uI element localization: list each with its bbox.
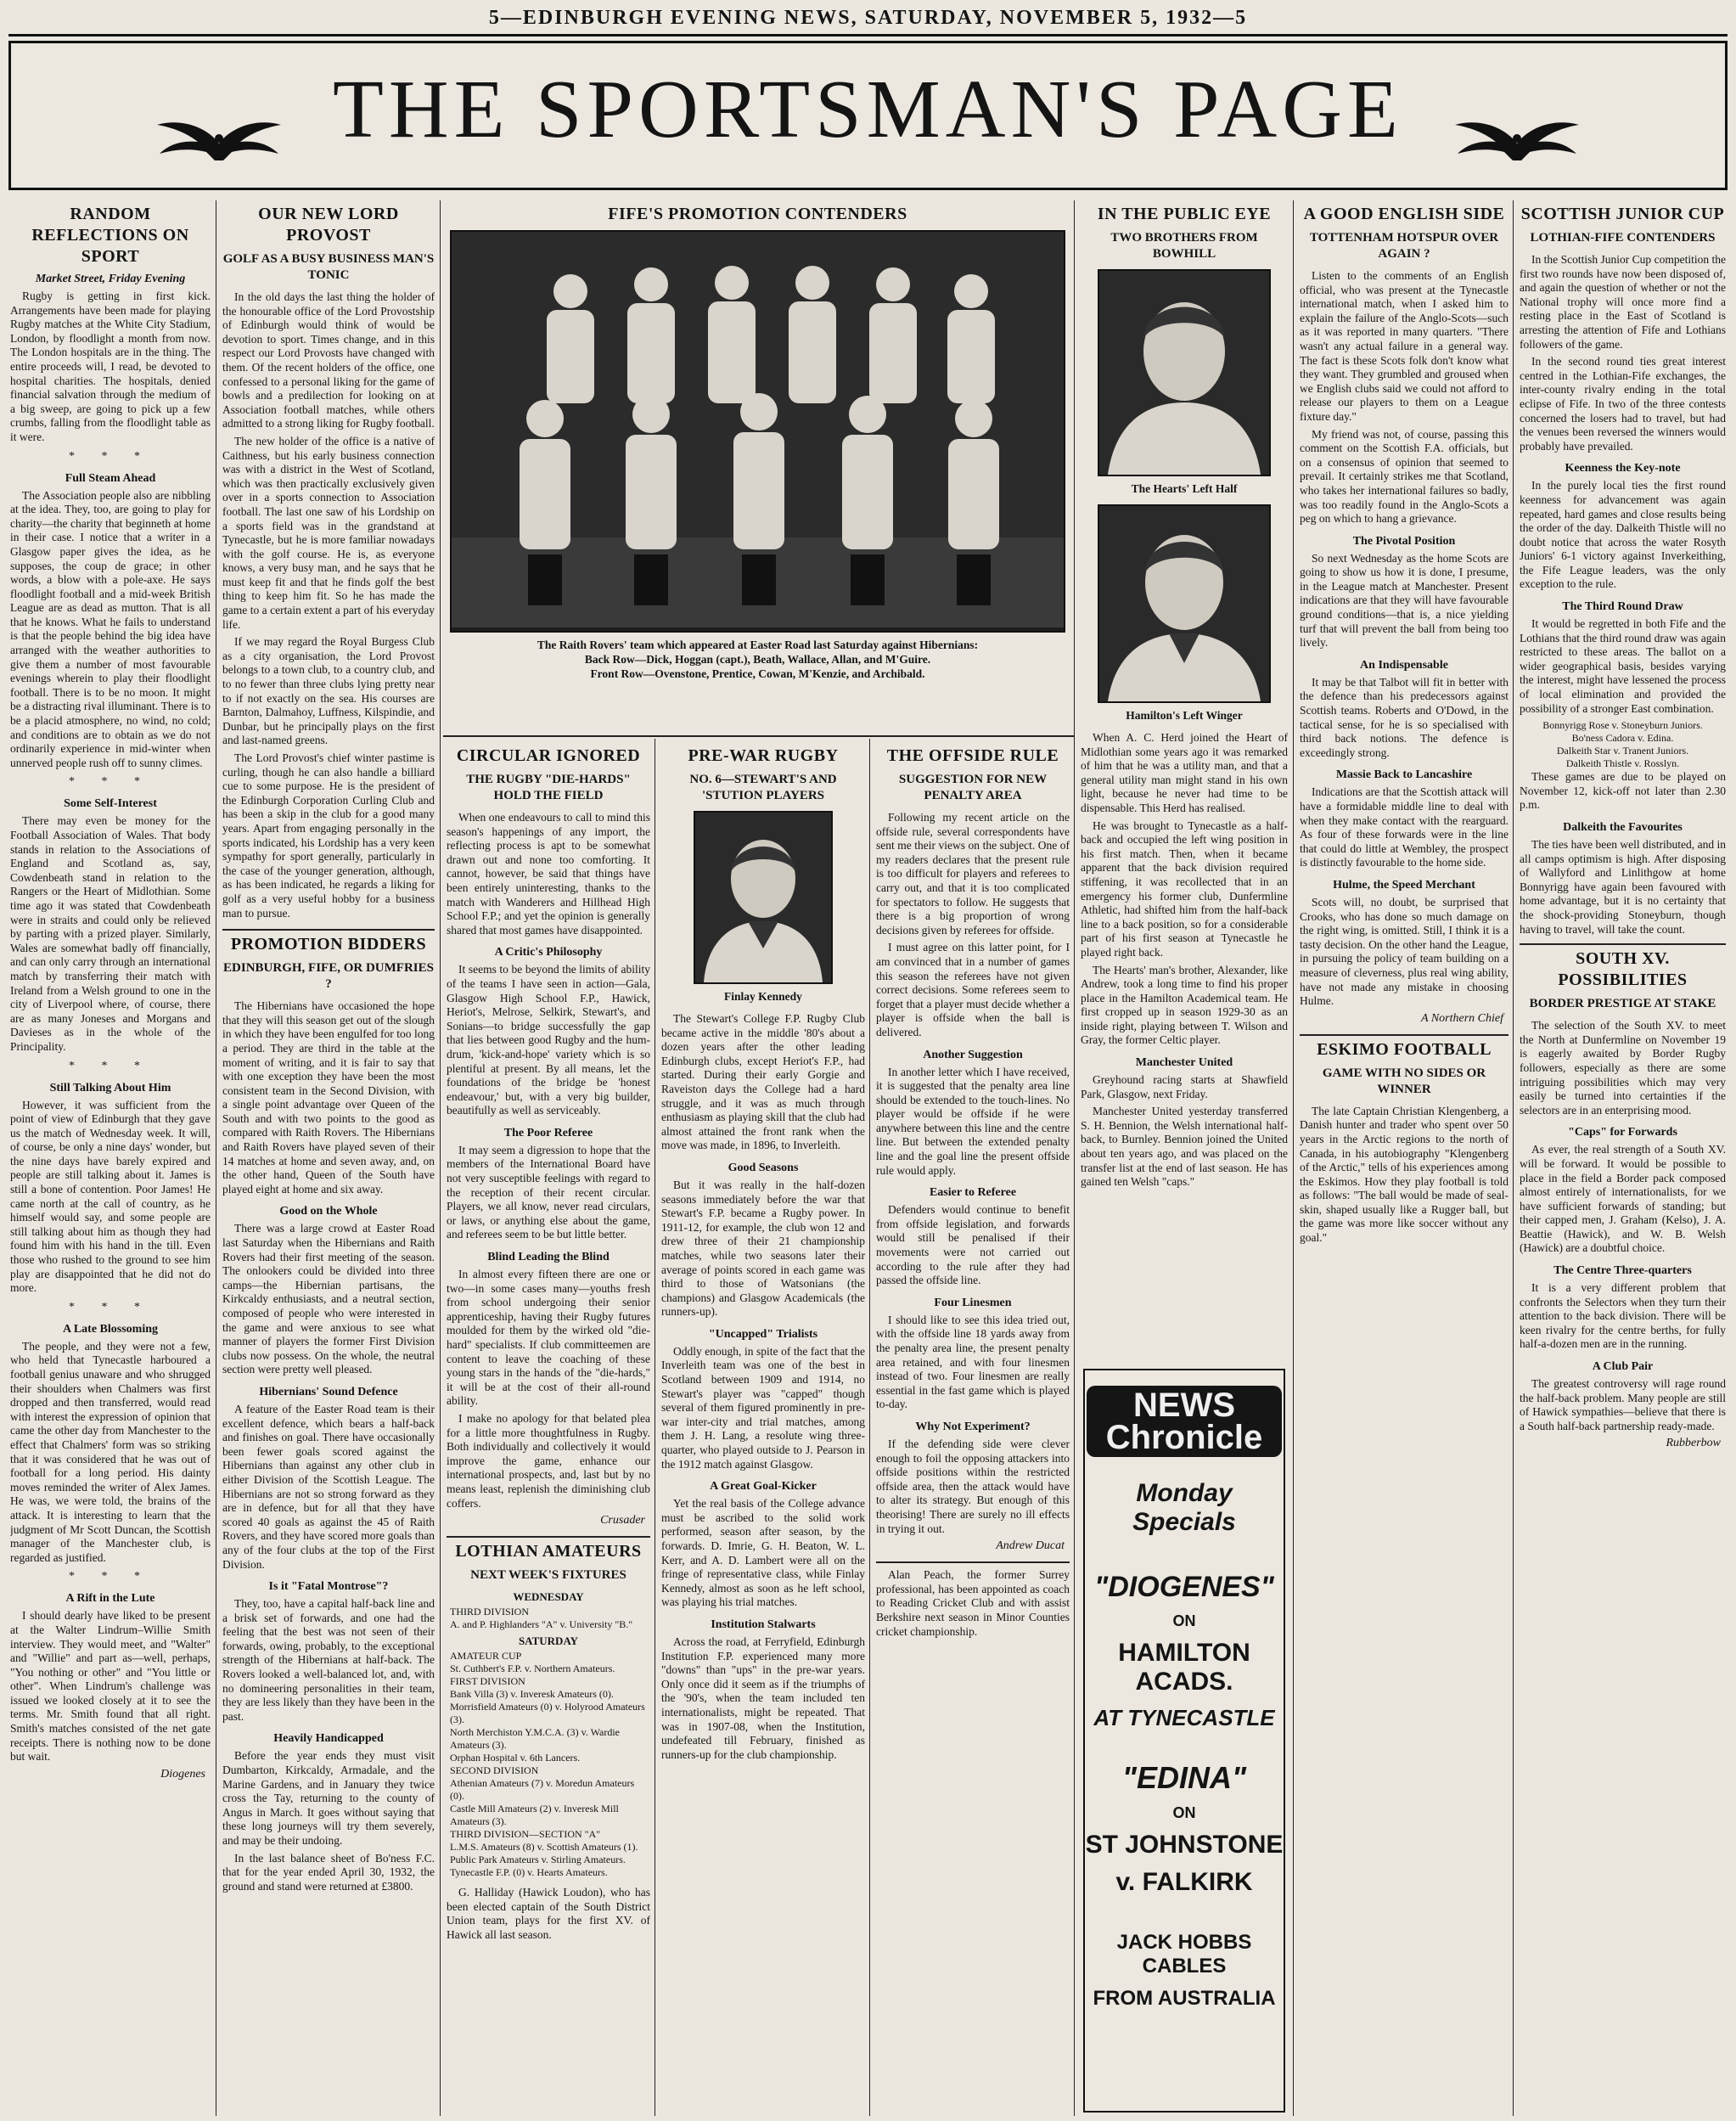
ad-line: FROM AUSTRALIA xyxy=(1093,1987,1276,2010)
portrait-photo xyxy=(1098,504,1271,703)
photo-caption: Hamilton's Left Winger xyxy=(1126,709,1243,722)
paragraph: It may seem a digression to hope that the members of the International Board have not very susceptible feelings with regard to the reception of their recent circular. Players, we all know, never read circulars, or laws, or anything else about the game, and referees seem to be but little better. xyxy=(447,1143,650,1241)
paragraph: I must agree on this latter point, for I am convinced that in a number of games this season the referees have not given correct decisions. Some referees seem to forget that a player must decide whether a player is offside when the ball is delivered. xyxy=(876,941,1070,1038)
subheading: Keenness the Key-note xyxy=(1565,462,1681,475)
subheadline: NO. 6—STEWART'S AND 'STUTION PLAYERS xyxy=(689,773,837,802)
portrait-graphic xyxy=(1099,271,1269,475)
subheading: The Third Round Draw xyxy=(1562,600,1683,614)
paragraph: Scots will, no doubt, be surprised that Crooks, who has done so much damage on the right wing, is omitted. Still, I think it is a tasty decision. On the other hand the League, in pursuing the policy of team building on a measure of cleverness, plus real wing ability, have not made any mistake in choosing Hulme. xyxy=(1300,895,1508,1008)
separator: * * * xyxy=(69,1300,152,1314)
paragraph: In the second round ties great interest centred in the Lothian-Fife exchanges, the inter-county rivalry ending in the total eclipse of Fife. In two of the three contests concerned the losers had to travel, but had the venues been reversed the winners would probably have prevailed. xyxy=(1520,355,1726,453)
section-rule xyxy=(447,1536,650,1538)
headline: THE OFFSIDE RULE xyxy=(886,746,1059,765)
headline: PRE-WAR RUGBY xyxy=(688,746,839,765)
section-rule xyxy=(1300,1034,1508,1036)
paragraph: There may even be money for the Football Association of Wales. That body stands in relation to the Associations of England and Scotland as, say, Cowdenbeath stand in relation to the Rangers or the Heart of Midlothian. Some time ago it was stated that Cowdenbeath were in straits and could only be relieved by parting with a prized player. Similarly, Wales are somewhat badly off financially, and can only carry through an international match by transferring their match with Ireland from a Welsh ground to one in the city of Liverpool where, of course, there are as many Joneses and Morgans and Davieses as in the whole of the Principality. xyxy=(10,814,211,1053)
paragraph: Before the year ends they must visit Dumbarton, Kirkcaldy, Armadale, and the Marine Gardens, and in January they twice cross the Tay, returning to the county of Angus in March. It goes without saying that these long journeys will try them severely, and may be their undoing. xyxy=(222,1749,435,1847)
headline: SOUTH XV. POSSIBILITIES xyxy=(1558,949,1688,990)
headline: ESKIMO FOOTBALL xyxy=(1317,1039,1492,1059)
subheading: Dalkeith the Favourites xyxy=(1563,821,1683,834)
masthead xyxy=(8,41,1728,190)
caption-line: Back Row—Dick, Hoggan (capt.), Beath, Wallace, Allan, and M'Guire. xyxy=(584,653,931,666)
fixtures-heading: WEDNESDAY xyxy=(513,1590,584,1604)
subheading: Good Seasons xyxy=(728,1161,799,1174)
subheading: Another Suggestion xyxy=(923,1048,1023,1061)
paragraph: It seems to be beyond the limits of ability of the teams I have seen in action—Gala, Glasgow High School F.P., Hawick, Heriot's, Melrose, Selkirk, Stewart's, and Sonians—to bridge successfully the gap that lies between good Rugby and the hum-drum, 'kick-and-hope' variety which is so plentiful at present. By all means, let the foundations of the bridge be 'honest endeavour,' but, with a very big builder, beautifully as well as serviceably. xyxy=(447,963,650,1117)
headline: PROMOTION BIDDERS xyxy=(230,935,427,954)
paragraph: When A. C. Herd joined the Heart of Midlothian some years ago it was remarked of him that he was a utility man, and that a general utility man might stand in his own light, because he never had time to be dispensable. This Herd has realised. xyxy=(1081,731,1288,814)
headline: IN THE PUBLIC EYE xyxy=(1097,205,1272,223)
fixture-line: Public Park Amateurs v. Stirling Amateurs. xyxy=(450,1854,626,1866)
subheading: The Centre Three-quarters xyxy=(1553,1264,1692,1278)
paragraph: I should like to see this idea tried out, with the offside line 18 yards away from the penalty area line, the present penalty area retained, and with four linesmen instead of two. Four linesmen are really essential in the fast game which is played to-day. xyxy=(876,1313,1070,1411)
caption-line: Front Row—Ovenstone, Prentice, Cowan, M'Kenzie, and Archibald. xyxy=(590,667,925,680)
subheading: A Late Blossoming xyxy=(62,1322,158,1336)
paragraph: The Association people also are nibbling at the idea. They, too, are going to play for charity—the charity that beginneth at home in their case. I notice that a writer in a Glasgow paper gives the idea, as he supposes, the coup de grace; in other words, a blow with a pole-axe. He says floodlight football and a mid-week British League are as dead as mutton. That is all that he knows. What he fails to understand is that the people behind the big idea have arranged with the weather authorities to give them a number of most favourable evenings wherein to play their floodlight football. There is to be no moon. It might be a distracting rival illuminant. There is to be a placid atmosphere, no wind, no cold; and conditions are to obtain as we do not ordinarily experience in mid-winter when unnerved people rush off to sunny climes. xyxy=(10,488,211,769)
column-rule xyxy=(1074,200,1075,2116)
byline: Andrew Ducat xyxy=(996,1539,1065,1553)
byline: Diogenes xyxy=(160,1767,205,1781)
fixture-line: Bo'ness Cadora v. Edina. xyxy=(1571,732,1674,745)
subheading: A Critic's Philosophy xyxy=(494,946,603,959)
portrait-photo xyxy=(694,811,833,984)
subheadline: EDINBURGH, FIFE, OR DUMFRIES ? xyxy=(223,961,434,992)
feature-team-photo xyxy=(447,200,1069,735)
paragraph: The late Captain Christian Klengenberg, a Danish hunter and trader who spent over 50 years in the Arctic regions to the north of Canada, in his autobiography "Klengenberg of the Arctic," tells of his experiences among the Eskimos. How they play football is told as follows: "The ball would be made of seal-skin, shaped usually like a Rugger ball, but the game was more like soccer without any goal." xyxy=(1300,1104,1508,1245)
separator: * * * xyxy=(69,1570,152,1584)
paragraph: Yet the real basis of the College advance must be ascribed to the solid work performed, season after season, by the forwards. D. Imrie, G. H. Beaton, W. L. Kerr, and A. D. Lambert were all on the fringe of representative class, while Finlay Kennedy, almost as soon as he left school, was playing his trial matches. xyxy=(661,1497,865,1609)
column-junior-cup xyxy=(1520,200,1726,2114)
headline: SCOTTISH JUNIOR CUP xyxy=(1520,205,1725,223)
photo-caption: Finlay Kennedy xyxy=(724,990,802,1003)
column-random-reflections xyxy=(10,200,211,2114)
paragraph: Manchester United yesterday transferred S. H. Bennion, the Welsh international half-back, to Burnley. Bennion joined the United about ten years ago, and was placed on the transfer list at the end of last season. He has gained ten Welsh "caps." xyxy=(1081,1105,1288,1189)
subheading: Full Steam Ahead xyxy=(65,471,156,485)
fixture-line: Morrisfield Amateurs (0) v. Holyrood Amateurs (3). xyxy=(450,1701,645,1726)
paragraph: If the defending side were clever enough to foil the opposing attackers into offside positions within the restricted offside area, then the attack would have to alter its strategy. But enough of this theorising! There are surely no ill effects in trying it out. xyxy=(876,1437,1070,1535)
paragraph: I make no apology for that belated plea for a little more thoughtfulness in Rugby. Both individually and collectively it would improve the game, enhance our international prospects, and, last but by no means least, replenish the diminishing club coffers. xyxy=(447,1411,650,1510)
paragraph: Following my recent article on the offside rule, several correspondents have sent me their views on the subject. One of my readers declares that the present rule is too difficult for players and referees to carry out, and that it is too complicated for spectators to follow. He suggests that there is a big proportion of wrong decisions given by referees for offside. xyxy=(876,811,1070,937)
byline: Crusader xyxy=(600,1514,645,1527)
caption-line: The Raith Rovers' team which appeared at Easter Road last Saturday against Hibernians: xyxy=(537,639,979,651)
subheading: Why Not Experiment? xyxy=(915,1420,1031,1433)
eagle-right-icon xyxy=(1453,110,1581,169)
column-circular-ignored xyxy=(447,742,650,2114)
paragraph: But it was really in the half-dozen seasons immediately before the war that Stewart's F.P. became a Rugby power. In 1911-12, for example, the club won 12 and drew three of their 21 championship matches, while two seasons later their average of points scored in each game was third to those of Watsonians (the champions) and Glasgow Academicals (the runners-up). xyxy=(661,1178,865,1319)
subheading: A Rift in the Lute xyxy=(65,1592,155,1606)
fixture-line: St. Cuthbert's F.P. v. Northern Amateurs. xyxy=(450,1662,615,1675)
top-rule xyxy=(8,34,1728,37)
subheadline: TOTTENHAM HOTSPUR OVER AGAIN ? xyxy=(1309,231,1499,261)
ad-line: ON xyxy=(1172,1804,1196,1821)
fixture-line: THIRD DIVISION—SECTION "A" xyxy=(450,1828,601,1841)
paragraph: It may be that Talbot will fit in better with the defence than his predecessors against Scottish teams. Roberts and O'Dowd, in the tactical sense, for he is so specialised with third back notions. The defence is exceedingly strong. xyxy=(1300,675,1508,759)
column-rule xyxy=(440,200,441,2116)
section-rule xyxy=(1520,943,1726,945)
subheading: Heavily Handicapped xyxy=(273,1732,384,1746)
logo-bottom: Chronicle xyxy=(1105,1419,1263,1456)
paragraph: When one endeavours to call to mind this season's happenings of any import, the reflecting process is apt to be somewhat drawn out and none too comforting. It cannot, however, be said that things have been entirely uninteresting, thanks to the match with Wanderers and Hillhead High School F.P.; and yet the opinion is generally shared that most games have disappointed. xyxy=(447,811,650,937)
subheading: "Caps" for Forwards xyxy=(1568,1126,1677,1139)
dateline: Market Street, Friday Evening xyxy=(35,273,186,285)
paragraph: Listen to the comments of an English official, who was present at the Tynecastle international match, when I asked him to explain the failure of the Anglo-Scots—such as it was reported in many quarters. "There wasn't any actual failure in a general way. The fact is these Scots folk don't know what they want. They grumbled and groused when we English clubs said we could not afford to release our players to them on a League fixture day." xyxy=(1300,269,1508,423)
ad-line: JACK HOBBS CABLES xyxy=(1116,1931,1252,1978)
paragraph: He was brought to Tynecastle as a half-back and occupied the left wing position in his first match. Then, when it became apparent that the back division required stiffening, it was recollected that in an emergency his former club, Dunfermline Athletic, had shifted him from the half-back line to a back position, so for a considerable part of his first season at Tynecastle he played right back. xyxy=(1081,819,1288,959)
subheadline: SUGGESTION FOR NEW PENALTY AREA xyxy=(898,773,1048,802)
subheading: Is it "Fatal Montrose"? xyxy=(268,1580,389,1594)
subheading: Institution Stalwarts xyxy=(711,1617,816,1631)
subheading: A Club Pair xyxy=(1592,1360,1654,1374)
fixture-line: Bank Villa (3) v. Inveresk Amateurs (0). xyxy=(450,1688,614,1701)
portrait-graphic xyxy=(695,813,831,982)
portrait-graphic xyxy=(1099,506,1269,701)
subheadline: LOTHIAN-FIFE CONTENDERS xyxy=(1530,231,1716,245)
ad-specials: Monday Specials xyxy=(1132,1479,1236,1536)
fixture-line: Athenian Amateurs (7) v. Moredun Amateurs (0). xyxy=(450,1777,635,1803)
ad-line: "DIOGENES" xyxy=(1094,1571,1274,1603)
fixture-line: L.M.S. Amateurs (8) v. Scottish Amateurs (1). xyxy=(450,1841,638,1854)
headline: FIFE'S PROMOTION CONTENDERS xyxy=(608,205,907,223)
paragraph: The people, and they were not a few, who held that Tynecastle harboured a football genius unaware and who shrugged their shoulders when Chalmers was first dropped and then transferred, would read with interest the expression of opinion that came the other day from Manchester to the effect that Chalmers' form was so striking that it was considered that he was out of football for a long period. His dainty moves reminded the writer of Alex James. He was, we were told, the brains of the attack. It is interesting to learn that the judgment of Mr Scott Duncan, the Scottish manager of the Manchester club, is regarded as justified. xyxy=(10,1339,211,1564)
paragraph: In the Scottish Junior Cup competition the first two rounds have now been disposed of, and again the question of whether or not the National trophy will once more find a resting place in the East of Scotland is arresting the attention of Fife and Lothians followers of the game. xyxy=(1520,253,1726,351)
fixture-line: Bonnyrigg Rose v. Stoneyburn Juniors. xyxy=(1542,719,1703,732)
paragraph: The selection of the South XV. to meet the North at Dunfermline on November 19 is eagerly awaited by Border Rugby followers, especially as there are some intriguing possibilities which may very easily be turned into certainties if the selectors are in an enterprising mood. xyxy=(1520,1019,1726,1117)
ad-line: ON xyxy=(1172,1612,1196,1629)
news-chronicle-logo xyxy=(1087,1386,1282,1457)
headline: CIRCULAR IGNORED xyxy=(456,746,641,765)
column-rule xyxy=(1293,200,1294,2116)
subheadline: NEXT WEEK'S FIXTURES xyxy=(470,1568,626,1583)
fixture-line: THIRD DIVISION xyxy=(450,1606,529,1618)
subheading: Manchester United xyxy=(1135,1056,1233,1070)
separator: * * * xyxy=(69,775,152,789)
paragraph: It would be regretted in both Fife and the Lothians that the third round draw was again restricted to these areas. The ballot on a wider geographical basis, besides varying the interest, might have lessened the process of local elimination and provided the possibility of a stronger East combination. xyxy=(1520,617,1726,715)
paragraph: The Hearts' man's brother, Alexander, like Andrew, took a long time to find his proper place in the Hamilton Academical team. He first cropped up in season 1929-30 as an inside right, playing between T. Wilson and Gray, the former Celtic player. xyxy=(1081,963,1288,1047)
paragraph: As ever, the real strength of a South XV. will be forward. It would be possible to place in the field a Border pack composed almost entirely of internationalists, for we have sufficient forwards of standing; but their capped men, J. Graham (Kelso), J. A. Beattie (Hawick), and W. B. Welsh (Hawick) are a doubtful choice. xyxy=(1520,1143,1726,1255)
paragraph: In almost every fifteen there are one or two—in some cases many—youths fresh from school undergoing their senior apprenticeship, having their Rugby futures moulded for them by the wirked old "die-hard" specialists. If club committeemen are content to leave the coaching of these young stars in the hands of the "die-hards," it will be at the cost of their all-round ability. xyxy=(447,1268,650,1408)
paragraph: I should dearly have liked to be present at the Walter Lindrum–Willie Smith interview. They would meet, and "Walter" and "Willie" and part as—well, perhaps, "You nothing or other" and "You little or other". When Lindrum's challenge was issued we looked closely at it to see the terms. Mr. Smith found that all right. Smith's matches consisted of the net gate receipts. There is nothing now to be done but wait. xyxy=(10,1609,211,1764)
column-offside-rule xyxy=(876,742,1070,2114)
column-english-side xyxy=(1300,200,1508,2114)
subheading: Blind Leading the Blind xyxy=(487,1251,610,1264)
subheading: The Pivotal Position xyxy=(1352,534,1456,548)
subheading: Hulme, the Speed Merchant xyxy=(1333,878,1475,892)
paragraph: It is a very different problem that confronts the Selectors when they turn their attention to the back division. There will be keen rivalry for the centre berths, for fully half-a-dozen men are in the running. xyxy=(1520,1281,1726,1351)
paragraph: Oddly enough, in spite of the fact that the Inverleith team was one of the best in Scotland between 1909 and 1914, no Stewart's player was "capped" though several of them figured prominently in pre-war inter-city and trial matches, among them J. H. Lang, a resolute wing three-quarter, who played outside to J. Pearson in the 1912 match against Glasgow. xyxy=(661,1344,865,1471)
fixture-line: AMATEUR CUP xyxy=(450,1650,522,1662)
fixture-line: FIRST DIVISION xyxy=(450,1675,525,1688)
byline: Rubberbow xyxy=(1666,1437,1721,1450)
headline: LOTHIAN AMATEURS xyxy=(455,1542,642,1561)
photo-caption: The Hearts' Left Half xyxy=(1131,482,1238,495)
paragraph: Alan Peach, the former Surrey professional, has been appointed as coach to Reading Cricket Club and with assist Berkshire next season in Minor Counties cricket championship. xyxy=(876,1568,1070,1638)
team-photo-graphic xyxy=(452,232,1065,627)
subheading: Massie Back to Lancashire xyxy=(1335,768,1473,782)
subheading: A Great Goal-Kicker xyxy=(710,1480,817,1494)
column-rule xyxy=(1513,200,1514,2116)
separator: * * * xyxy=(69,449,152,463)
headline: OUR NEW LORD PROVOST xyxy=(258,205,399,245)
paragraph: Indications are that the Scottish attack will have a formidable middle line to deal with when they make contact with the rearguard. As four of these forwards were in the line that could do little at Wembley, the prospect is distinctly favourable to the home side. xyxy=(1300,785,1508,869)
paragraph: Rugby is getting in first kick. Arrangements have been made for playing Rugby matches at the White City Stadium, London, by floodlight a month from now. The London hospitals are in the thing. The entire proceeds will, I read, be devoted to hospital charities. The hospitals, denied financial salvation through the medium of a big sweep, are going to pick up a few crumbs, falling from the floodlight table as it were. xyxy=(10,290,211,443)
subheading: Still Talking About Him xyxy=(49,1081,171,1094)
ad-line: HAMILTON ACADS. xyxy=(1118,1639,1250,1696)
logo-top: NEWS xyxy=(1133,1387,1235,1424)
paragraph: These games are due to be played on November 12, kick-off not later than 2.30 p.m. xyxy=(1520,770,1726,812)
subheading: The Poor Referee xyxy=(503,1126,593,1139)
masthead-title: THE SPORTSMAN'S PAGE xyxy=(333,64,1403,155)
headline: A GOOD ENGLISH SIDE xyxy=(1303,205,1505,223)
column-lord-provost xyxy=(222,200,435,2114)
paragraph: The greatest controversy will rage round the half-back problem. Many people are still of Hawick sympathies—believe that there is a South half-back partnership ready-made. xyxy=(1520,1377,1726,1432)
fixture-line: SATURDAY xyxy=(518,1634,579,1648)
section-rule xyxy=(443,735,1074,737)
ad-line: ST JOHNSTONE xyxy=(1085,1831,1284,1859)
subheading: Good on the Whole xyxy=(279,1205,378,1218)
subheadline: GAME WITH NO SIDES OR WINNER xyxy=(1322,1066,1486,1096)
fixture-line: A. and P. Highlanders "A" v. University "B." xyxy=(450,1618,633,1631)
ad-line: v. FALKIRK xyxy=(1115,1868,1253,1896)
paragraph: So next Wednesday as the home Scots are going to show us how it is done, I presume, in the League match at Manchester. Present indications are that they will have favourable ground conditions—that is, a nice yielding turf that will prevent the ball from being too lively. xyxy=(1300,551,1508,650)
paragraph: However, it was sufficient from the point of view of Edinburgh that they gave us the match of Wednesday week. It will, of course, be only a nine days' wonder, but the nine days have barely expired and people are still talking about it. James is still a bone of contention. Poor James! He came north at the call of country, as he himself would say, and some people are still talking about him as though they had found him with his hand in the till. Even those who rushed to the ground to see him play are disappointed that he did not do more. xyxy=(10,1098,211,1295)
paragraph: They, too, have a capital half-back line and a brisk set of forwards, and one had the feeling that the best was not seen of their forwards, owing, probably, to the exceptional strength of the Hibernians at half-back. The Rovers looked a well-balanced lot, and, with no domineering personalities in their team, they are less likely than they have been in the past. xyxy=(222,1597,435,1723)
paragraph: If we may regard the Royal Burgess Club as a city organisation, the Lord Provost belongs to a town club, to a country club, and to no fewer than three clubs lying pretty near to if not exactly on the sea. His courses are Barnton, Dalmahoy, Luffness, Kilspindie, and Dunbar, but he principally plays on the first and last-named greens. xyxy=(222,635,435,747)
paragraph: In the purely local ties the first round keenness for advancement was again repeated, hard games and close results being the order of the day. Dalkeith Thistle will no doubt notice that across the water Rosyth Juniors' 6-1 victory against Inverkeithing, the Fife League leaders, was the only exception to the rule. xyxy=(1520,479,1726,591)
subheadline: TWO BROTHERS FROM BOWHILL xyxy=(1110,231,1258,261)
column-public-eye xyxy=(1081,200,1288,1279)
paragraph: The ties have been well distributed, and in all camps optimism is high. After disposing of Wallyford and Linlithgow at home Bonnyrigg have again been favoured with home advantage, but it is no certainty that the shock-providing Stoneyburn, though having to travel, will take the count. xyxy=(1520,838,1726,936)
fixture-line: Dalkeith Star v. Tranent Juniors. xyxy=(1556,745,1689,757)
folio-line: 5—EDINBURGH EVENING NEWS, SATURDAY, NOVEMBER 5, 1932—5 xyxy=(488,7,1248,29)
fixture-line: Tynecastle F.P. (0) v. Hearts Amateurs. xyxy=(450,1866,608,1879)
paragraph: A feature of the Easter Road team is their excellent defence, which bears a half-back and finishes on goal. There have occasionally been fewer goals scored against the Hibernians than against any other club in either Division of the Scottish League. The Hibernians are not so strong forward as they are in defence, but for all that they have scored 40 goals as against the 45 of Raith Rovers, and they have scored more goals than any of the four clubs at the top of the First Division. xyxy=(222,1402,435,1571)
subheading: An Indispensable xyxy=(1360,658,1448,672)
paragraph: G. Halliday (Hawick Loudon), who has been elected captain of the South District Union team, plays for the first XV. of Hawick all last season. xyxy=(447,1886,650,1941)
paragraph: My friend was not, of course, passing this comment on the Scottish F.A. officials, but on a consensus of opinion that seemed to prevail. It certainly strikes me that Scotland, who takes her international failures so badly, was too readily found in the Anglo-Scots a peg on which to hang a grievance. xyxy=(1300,427,1508,526)
subheading: Some Self-Interest xyxy=(64,797,157,811)
section-rule xyxy=(876,1561,1070,1563)
paragraph: In the old days the last thing the holder of the honourable office of the Lord Provostship of Edinburgh would think of would be devotion to sport. Times change, and in this respect our Lord Provosts have changed with them. Of the recent holders of the office, one confessed to a personal liking for the game of bowls and a predilection for looking on at Association football matches, while others admitted to a strong liking for Rugby football. xyxy=(222,290,435,430)
separator: * * * xyxy=(69,1059,152,1072)
subheadline: GOLF AS A BUSY BUSINESS MAN'S TONIC xyxy=(222,252,435,282)
paragraph: In another letter which I have received, it is suggested that the penalty area line should be extended to the touch-lines. No player would be offside if he were anywhere between this line and the centre line. But between the extended penalty line and the goal line the present offside rule would apply. xyxy=(876,1065,1070,1177)
paragraph: The Hibernians have occasioned the hope that they will this season get out of the slough in which they have been engulfed for too long a period. They are third in the table at the moment of writing, and it is fair to say that with one exception they have been the most consistent team in the Second Division, with a single point advantage over Queen of the South and with two points to the good as compared with Raith Rovers. The Hibernians and Raith Rovers have played seven of their 14 matches at home and seven away, and, on the other hand, Queen of the South have played eight at home and six away. xyxy=(222,999,435,1196)
fixture-line: Dalkeith Thistle v. Rosslyn. xyxy=(1565,757,1680,770)
paragraph: Defenders would continue to benefit from offside legislation, and forwards would still be penalised if their movements were not carried out according to the rule after they had passed the offside line. xyxy=(876,1203,1070,1287)
subheading: "Uncapped" Trialists xyxy=(708,1327,818,1341)
paragraph: The Stewart's College F.P. Rugby Club became active in the middle '80's about a dozen years after the other leading Edinburgh clubs, except Heriot's F.P., had started. During their early Gorgie and Raveiston days the College had a hard struggle, and it was as much through enthusiasm as playing skill that the club had almost attained the front rank when the move was made, in 1896, to Inverleith. xyxy=(661,1012,865,1152)
paragraph: There was a large crowd at Easter Road last Saturday when the Hibernians and Raith Rovers had their first meeting of the season. The onlookers could be divided into three camps—the Hibernian partisans, the Kirkcaldy enthusiasts, and a neutral section, composed of people who were interested in the game and were anxious to see what manner of players the former First Division clubs now possess. On the whole, the neutral section were pretty well pleased. xyxy=(222,1222,435,1376)
byline: A Northern Chief xyxy=(1421,1011,1503,1025)
fixture-line: SECOND DIVISION xyxy=(450,1764,539,1777)
ad-line: "EDINA" xyxy=(1121,1760,1247,1795)
headline: RANDOM REFLECTIONS ON SPORT xyxy=(31,205,189,266)
subheading: Hibernians' Sound Defence xyxy=(259,1385,398,1398)
paragraph: The new holder of the office is a native of Caithness, but his early business connection was with a district in the West of Scotland, which was then practically exclusively given over in a sports connection to Association football. The last one saw of his Lordship on a sports field was in the grandstand at Tynecastle, but he is more familiar nowadays with the golf course. He is, as everyone knows, a very busy man, and he says that he must keep fit and that he finds golf the best thing to keep him fit. So he has made the game to a certain extent a part of his everyday life. xyxy=(222,434,435,631)
team-photo xyxy=(450,230,1065,633)
portrait-photo xyxy=(1098,269,1271,476)
section-rule xyxy=(222,929,435,931)
fixture-line: Orphan Hospital v. 6th Lancers. xyxy=(450,1752,581,1764)
paragraph: In the last balance sheet of Bo'ness F.C. that for the year ended April 30, 1932, the ground and stand were returned at £3800. xyxy=(222,1851,435,1893)
paragraph: Across the road, at Ferryfield, Edinburgh Institution F.P. experienced many more "downs" than "ups" in the pre-war years. Only once did it seem as if the triumphs of the '90's, when the team included ten internationalists, might be repeated. That was in 1907-08, when the Institution, undefeated till February, finished as runners-up for the club championship. xyxy=(661,1634,865,1761)
ad-line: AT TYNECASTLE xyxy=(1093,1705,1275,1730)
column-rule xyxy=(869,739,870,2116)
photo-caption xyxy=(447,638,1069,681)
fixture-line: North Merchiston Y.M.C.A. (3) v. Wardie Amateurs (3). xyxy=(450,1726,621,1752)
subheadline: BORDER PRESTIGE AT STAKE xyxy=(1529,997,1716,1011)
subheading: Easier to Referee xyxy=(929,1186,1017,1200)
paragraph: The Lord Provost's chief winter pastime is curling, though he can also handle a billiard cue to some purpose. He is the president of the Edinburgh Corporation Curling Club and has been a skip in the club for a good many years. Apart from engaging personally in the sports indicated, his Lordship has a very keen sympathy for sport generally, particularly in the case of the younger generation, although, as has been indicated, he regards a liking for golf as a very useful hobby for a business man to pursue. xyxy=(222,751,435,920)
column-pre-war-rugby xyxy=(661,742,865,2114)
paragraph: Greyhound racing starts at Shawfield Park, Glasgow, next Friday. xyxy=(1081,1073,1288,1100)
news-chronicle-advert xyxy=(1083,1369,1285,2113)
subheadline: THE RUGBY "DIE-HARDS" HOLD THE FIELD xyxy=(466,773,631,802)
fixture-line: Castle Mill Amateurs (2) v. Inveresk Mill Amateurs (3). xyxy=(450,1803,619,1828)
subheading: Four Linesmen xyxy=(934,1296,1012,1309)
